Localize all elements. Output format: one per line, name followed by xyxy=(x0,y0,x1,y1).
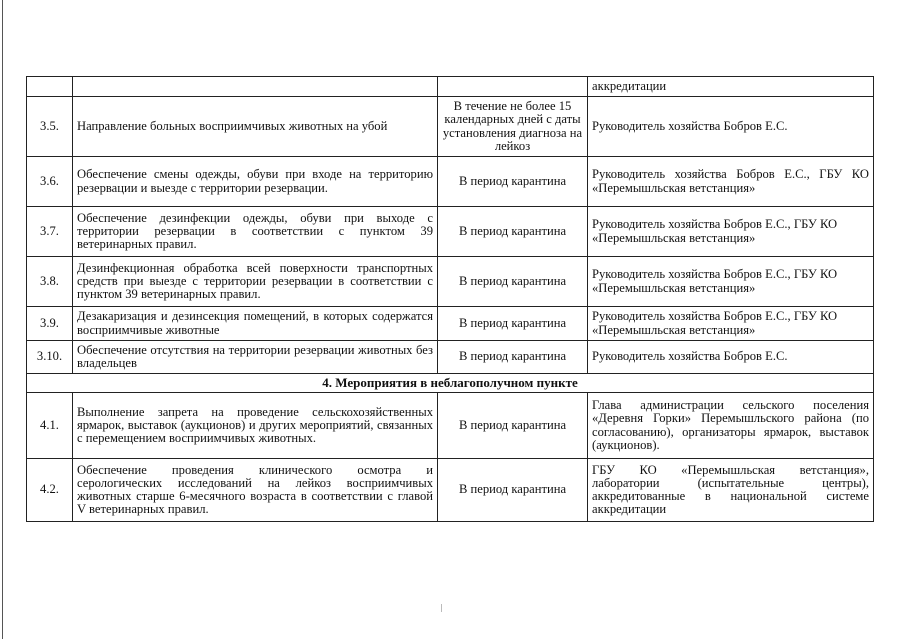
row-responsible: Глава администрации сельского поселения «Деревня Горки» Перемышльского района (по согласованию), организаторы ярмарок, выставок (аукционов). xyxy=(588,393,874,459)
section-heading: 4. Мероприятия в неблагополучном пункте xyxy=(27,374,874,393)
quarantine-measures-table xyxy=(26,76,874,522)
row-number: 4.2. xyxy=(27,459,73,522)
table-row xyxy=(27,393,874,459)
row-action: Обеспечение отсутствия на территории резервации животных без владельцев xyxy=(73,341,438,374)
row-action: Обеспечение дезинфекции одежды, обуви при выходе с территории резервации в соответствии с пунктом 39 ветеринарных правил. xyxy=(73,207,438,257)
table-row xyxy=(27,459,874,522)
row-term: В период карантина xyxy=(438,459,588,522)
page-left-edge-line xyxy=(2,0,3,639)
row-responsible: ГБУ КО «Перемышльская ветстанция», лаборатории (испытательные центры), аккредитованные в национальной системе аккредитации xyxy=(588,459,874,522)
row-term xyxy=(438,77,588,97)
row-number: 3.5. xyxy=(27,97,73,157)
row-term: В период карантина xyxy=(438,341,588,374)
table-row xyxy=(27,157,874,207)
row-number: 4.1. xyxy=(27,393,73,459)
row-number xyxy=(27,77,73,97)
row-action: Обеспечение проведения клинического осмотра и серологических исследований на лейкоз восприимчивых животных старше 6-месячного возраста в соответствии с главой V ветеринарных правил. xyxy=(73,459,438,522)
scan-mark xyxy=(441,604,442,612)
row-responsible: Руководитель хозяйства Бобров Е.С., ГБУ КО «Перемышльская ветстанция» xyxy=(588,257,874,307)
row-responsible: аккредитации xyxy=(588,77,874,97)
row-number: 3.6. xyxy=(27,157,73,207)
row-action: Выполнение запрета на проведение сельскохозяйственных ярмарок, выставок (аукционов) и других мероприятий, связанных с перемещением восприимчивых животных. xyxy=(73,393,438,459)
row-term: В период карантина xyxy=(438,257,588,307)
row-term: В период карантина xyxy=(438,157,588,207)
row-term: В период карантина xyxy=(438,393,588,459)
table-row xyxy=(27,207,874,257)
row-action xyxy=(73,77,438,97)
row-responsible: Руководитель хозяйства Бобров Е.С., ГБУ КО «Перемышльская ветстанция» xyxy=(588,157,874,207)
table-row xyxy=(27,307,874,341)
row-action: Дезакаризация и дезинсекция помещений, в которых содержатся восприимчивые животные xyxy=(73,307,438,341)
table-row xyxy=(27,257,874,307)
row-term: В период карантина xyxy=(438,207,588,257)
row-term: В период карантина xyxy=(438,307,588,341)
row-responsible: Руководитель хозяйства Бобров Е.С. xyxy=(588,341,874,374)
table-row xyxy=(27,97,874,157)
section-heading-row xyxy=(27,374,874,393)
row-number: 3.9. xyxy=(27,307,73,341)
row-action: Дезинфекционная обработка всей поверхности транспортных средств при выезде с территории резервации в соответствии с пунктом 39 ветеринарных правил. xyxy=(73,257,438,307)
row-number: 3.8. xyxy=(27,257,73,307)
row-responsible: Руководитель хозяйства Бобров Е.С., ГБУ КО «Перемышльская ветстанция» xyxy=(588,207,874,257)
table-row xyxy=(27,341,874,374)
row-term: В течение не более 15 календарных дней с даты установления диагноза на лейкоз xyxy=(438,97,588,157)
row-number: 3.10. xyxy=(27,341,73,374)
row-responsible: Руководитель хозяйства Бобров Е.С., ГБУ КО «Перемышльская ветстанция» xyxy=(588,307,874,341)
row-action: Направление больных восприимчивых животных на убой xyxy=(73,97,438,157)
row-number: 3.7. xyxy=(27,207,73,257)
table-row xyxy=(27,77,874,97)
row-responsible: Руководитель хозяйства Бобров Е.С. xyxy=(588,97,874,157)
row-action: Обеспечение смены одежды, обуви при входе на территорию резервации и выезде с территории резервации. xyxy=(73,157,438,207)
